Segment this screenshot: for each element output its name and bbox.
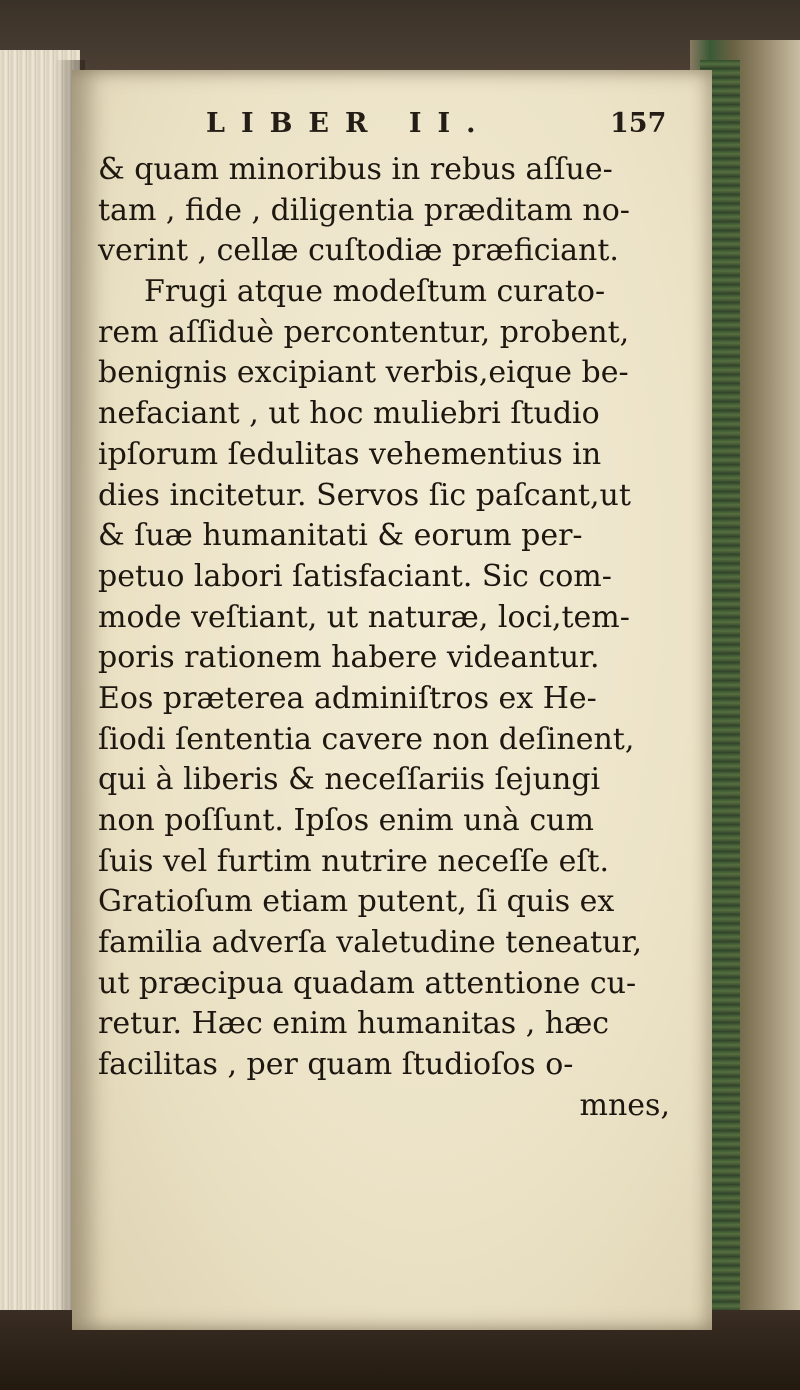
text-line: poris rationem habere videantur. xyxy=(98,640,600,676)
text-line: nefaciant , ut hoc muliebri ſtudio xyxy=(98,396,600,432)
text-line: verint , cellæ cuſtodiæ præficiant. xyxy=(98,233,619,269)
page-header xyxy=(72,108,712,148)
text-line: retur. Hæc enim humanitas , hæc xyxy=(98,1006,610,1042)
page-number: 157 xyxy=(610,108,667,139)
text-line: dies incitetur. Servos ſic paſcant,ut xyxy=(98,477,631,513)
text-line: & quam minoribus in rebus aſſue- xyxy=(98,152,613,187)
text-line: Gratioſum etiam putent, ſi quis ex xyxy=(98,884,615,920)
dark-backdrop xyxy=(0,0,800,70)
text-line: ut præcipua quadam attentione cu- xyxy=(98,965,637,1001)
text-line: Eos præterea adminiſtros ex He- xyxy=(98,680,597,716)
text-line: & ſuæ humanitati & eorum per- xyxy=(98,518,583,554)
text-line: familia adverſa valetudine teneatur, xyxy=(98,925,642,961)
text-line: ſuis vel furtim nutrire neceſſe eſt. xyxy=(98,843,610,879)
text-line: mode veſtiant, ut naturæ, loci,tem- xyxy=(98,599,630,635)
text-line: qui à liberis & neceſſariis ſejungi xyxy=(98,762,601,798)
text-line: tam , fide , diligentia præditam no- xyxy=(98,192,630,228)
body-text xyxy=(98,150,688,1127)
text-line: rem aſſiduè percontentur, probent, xyxy=(98,314,630,350)
book-page xyxy=(72,70,712,1330)
running-head: LIBER II. xyxy=(206,108,492,139)
catchword: mnes, xyxy=(579,1087,670,1123)
text-line: ſiodi ſententia cavere non deſinent, xyxy=(98,721,635,757)
text-line: ipſorum ſedulitas vehementius in xyxy=(98,436,602,472)
text-line: Frugi atque modeſtum curato- xyxy=(144,274,606,310)
text-line: facilitas , per quam ſtudioſos o- xyxy=(98,1047,574,1083)
text-line: benignis excipiant verbis,eique be- xyxy=(98,355,629,391)
text-line: non poſſunt. Ipſos enim unà cum xyxy=(98,803,594,838)
text-line: petuo labori ſatisfaciant. Sic com- xyxy=(98,558,612,594)
